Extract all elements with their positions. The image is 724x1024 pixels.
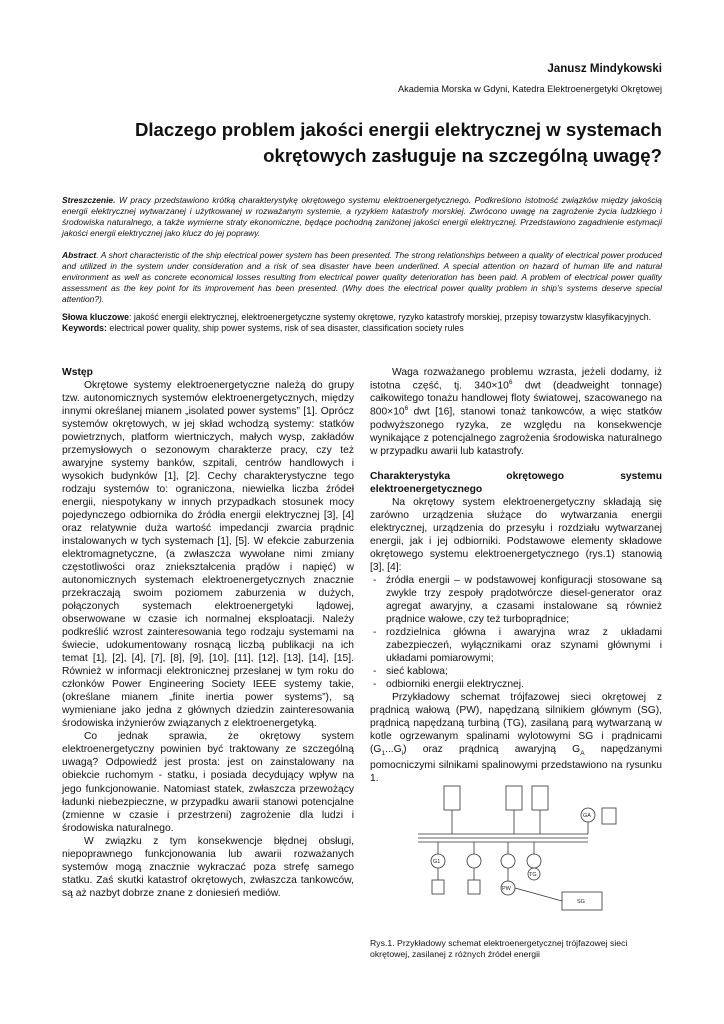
keywords-polish-label: Słowa kluczowe xyxy=(62,312,129,322)
right-p1-exponent-2: 6 xyxy=(404,405,409,413)
paper-title xyxy=(62,117,662,169)
keywords-english xyxy=(62,323,662,334)
left-column xyxy=(62,366,354,900)
title-line-2: okrętowych zasługuje na szczególną uwagę? xyxy=(263,145,662,167)
components-list xyxy=(370,574,662,691)
list-item: - sieć kablowa; xyxy=(370,665,662,678)
intro-paragraph-1: Okrętowe systemy elektroenergetyczne należą do grupy tzw. autonomicznych systemów elektroenergetycznych, między innymi określanej mianem „isolated power systems” [1]. Oprócz systemów okrętowych, w jej skład wchodzą systemy: statków powietrznych, platform wiertniczych, małych wysp, zakładów przemysłowych o sezonowym charakterze pracy, czy też awaryjne systemy banków, szpitali, centrów handlowych i wysokich budynków [1], [2]. Cechy charakterystyczne tego rodzaju systemów to: ograniczona, niewielka liczba źródeł energii, niespotykany w innych przypadkach stosunek mocy pojedynczego odbiornika do źródła energii elektrycznej [3], [4] oraz relatywnie duża wartość impedancji zwarcia prądnic instalowanych w tych systemach [1], [5]. W efekcie zaburzenia elektromagnetyczne, (a zwłaszcza wywołane nimi zmiany częstotliwości oraz zniekształcenia prądów i napięć) w autonomicznych systemach elektroenergetycznych znacznie przekraczają swoim poziomem zaburzenia w dużych, połączonych systemach elektroenergetyki lądowej, obserwowane w czasie ich normalnej eksploatacji. Należy podkreślić wzrost zainteresowania tego rodzaju systemami na świecie, udokumentowany rosnącą liczbą publikacji na ich temat [1], [2], [4], [7], [8], [9], [10], [11], [12], [13], [14], [15]. Również w informacji elektronicznej przesłanej w tym roku do członków Power Engineering Society IEEE systemy takie, (określane mianem „finite inertia power systems”), są wymieniane jako jedna z głównych dziedzin zainteresowania środowiska inżynierów związanych z elektroenergetyką. xyxy=(62,380,354,730)
right-p1-part-c: dwt [16], stanowi tonaż tankowców, a więc statków podwyższonego ryzyka, ze względu na konsekwencje wynikające z potencjalnego zagrożenia środowiska naturalnego w przypadku awarii lub katastrofy. xyxy=(370,406,662,457)
emergency-engine-box xyxy=(602,808,616,824)
right-column xyxy=(370,366,662,785)
right-p3-sub-2: i xyxy=(401,750,404,758)
figure-caption: Rys.1. Przykładowy schemat elektroenergetycznej trójfazowej sieci okrętowej, zasilanej z różnych źródeł energii xyxy=(370,938,628,960)
right-paragraph-1 xyxy=(370,366,662,458)
label-g1: G1 xyxy=(433,859,441,865)
section-heading-intro: Wstęp xyxy=(62,367,93,378)
top-feeder-box xyxy=(444,786,460,810)
right-p1-part-a: Waga rozważanego problemu wzrasta, jeżeli dodamy, iż istotna część, tj. 340×10 xyxy=(370,367,662,392)
engine-box xyxy=(468,880,480,894)
engine-box xyxy=(432,880,444,894)
right-p3-part-c: ) oraz prądnicą awaryjną G xyxy=(403,744,581,756)
right-paragraph-3 xyxy=(370,691,662,784)
right-p3-part-a: Przykładowy schemat trójfazowej sieci okrętowej z prądnicą wałową (PW), napędzaną silnikiem głównym (SG), prądnicą napędzaną turbiną (TG), zasilaną parą wytwarzaną w kotle ogrzewanym spalinami wylotowymi SG i prądnicami (G xyxy=(370,692,662,756)
top-feeder-box xyxy=(532,786,548,810)
generator-circle xyxy=(527,854,541,868)
affiliation: Akademia Morska w Gdyni, Katedra Elektroenergetyki Okrętowej xyxy=(398,84,662,94)
keywords-english-text: electrical power quality, ship power systems, risk of sea disaster, classification society rules xyxy=(106,323,464,334)
title-line-1: Dlaczego problem jakości energii elektrycznej w systemach xyxy=(134,119,662,140)
intro-paragraph-2: Co jednak sprawia, że okrętowy system elektroenergetyczny powinien być traktowany ze szczególną uwagą? Odpowiedź jest prosta: jest on zainstalowany na obiekcie ruchomym - statku, i posiada decydujący wpływ na jego funkcjonowanie. Natomiast statek, zwłaszcza przewożący ładunki niebezpieczne, w przypadku awarii stanowi potencjalne (zmienne w czasie i przestrzeni) zagrożenie dla ludzi i środowiska naturalnego. xyxy=(62,731,354,834)
abstract-polish xyxy=(62,195,662,239)
right-p1-exponent-1: 6 xyxy=(508,379,513,387)
abstract-english xyxy=(62,250,662,305)
intro-paragraph-3: W związku z tym konsekwencje błędnej obsługi, niepoprawnego funkcjonowania lub awarii rozważanych systemów mogą znacznie wykraczać poza strefę samego statku. Zaś skutki katastrof okrętowych, zwłaszcza tankowców, są aż nazbyt dobrze znane z doniesień mediów. xyxy=(62,835,354,899)
keywords-polish xyxy=(62,312,662,323)
label-ga: GA xyxy=(583,813,591,819)
label-pw: PW xyxy=(502,886,511,892)
abstract-english-text: . A short characteristic of the ship electrical power system has been presented. The strong relationships between a quality of electrical power produced and utilized in the system under consideration and a risk of sea disaster have been underlined. A special attention on hazard of human life and natural environment as well as concrete economical losses resulting from electrical power quality deterioration has been paid. A problem of electrical power quality assessment as the key point for its improvement has been presented. (Why does the electrical power quality problem in ship's systems deserve special attention?). xyxy=(62,250,662,304)
author-name: Janusz Mindykowski xyxy=(547,62,662,75)
right-p3-sub-1: 1 xyxy=(381,750,386,758)
section-heading-characteristics: Charakterystyka okrętowego systemu elektroenergetycznego xyxy=(370,470,662,495)
figure-ship-power-schematic xyxy=(410,782,628,922)
right-p3-part-b: ...G xyxy=(385,744,402,756)
keywords-english-label: Keywords: xyxy=(62,323,107,334)
generator-circle xyxy=(467,854,481,868)
abstract-polish-text: W pracy przedstawiono krótką charakterystykę okrętowego systemu elektroenergetycznego. Podkreślono istotność związków między jakością energii elektrycznej wytwarzanej i użytkowanej w rozważanym systemie, a ryzykiem katastrofy morskiej. Zwrócono uwagę na zagrożenie życia ludzkiego i środowiska naturalnego, a także wymierne straty ekonomiczne, będące pochodną zaniżonej jakości energii elektrycznej. Przedstawiono zagadnienie estymacji jakości energii elektrycznej jako klucz do jej poprawy. xyxy=(62,195,662,238)
abstract-english-label: Abstract xyxy=(62,250,97,260)
top-feeder-box xyxy=(506,786,522,810)
label-tg: TG xyxy=(529,872,537,878)
list-item: - rozdzielnica główna i awaryjna wraz z układami zabezpieczeń, wyłącznikami oraz szynami głównymi i układami pomiarowymi; xyxy=(370,626,662,665)
abstract-polish-label: Streszczenie. xyxy=(62,195,116,205)
generator-circle xyxy=(501,854,515,868)
right-p3-sub-3: A xyxy=(580,750,585,758)
right-p3-part-d: napędzanymi pomocniczymi silnikami spalinowymi przedstawiono na rysunku 1. xyxy=(370,744,662,784)
label-sg: SG xyxy=(577,899,585,905)
list-item: - odbiorniki energii elektrycznej. xyxy=(370,678,662,691)
keywords-block xyxy=(62,312,662,335)
right-p1-part-b: dwt (deadweight tonnage) całkowitego tonażu handlowej floty światowej, szacowanego na 800×10 xyxy=(370,380,662,418)
list-item: - źródła energii – w podstawowej konfiguracji stosowane są zwykle trzy zespoły prądotwórcze diesel-generator oraz agregat awaryjny, a czasami instalowane są również prądnice wałowe, czy też turboprądnice; xyxy=(370,574,662,626)
keywords-polish-text: : jakość energii elektrycznej, elektroenergetyczne systemy okrętowe, ryzyko katastrofy morskiej, przepisy towarzystw klasyfikacyjnych. xyxy=(128,312,652,322)
right-paragraph-2: Na okrętowy system elektroenergetyczny składają się zarówno urządzenia służące do wytwarzania energii elektrycznej, urządzenia do przesyłu i rozdziału wytwarzanej energii, jak i jej odbiorniki. Podstawowe elementy składowe okrętowego systemu elektroenergetycznego (rys.1) stanowią [3], [4]: xyxy=(370,496,662,574)
